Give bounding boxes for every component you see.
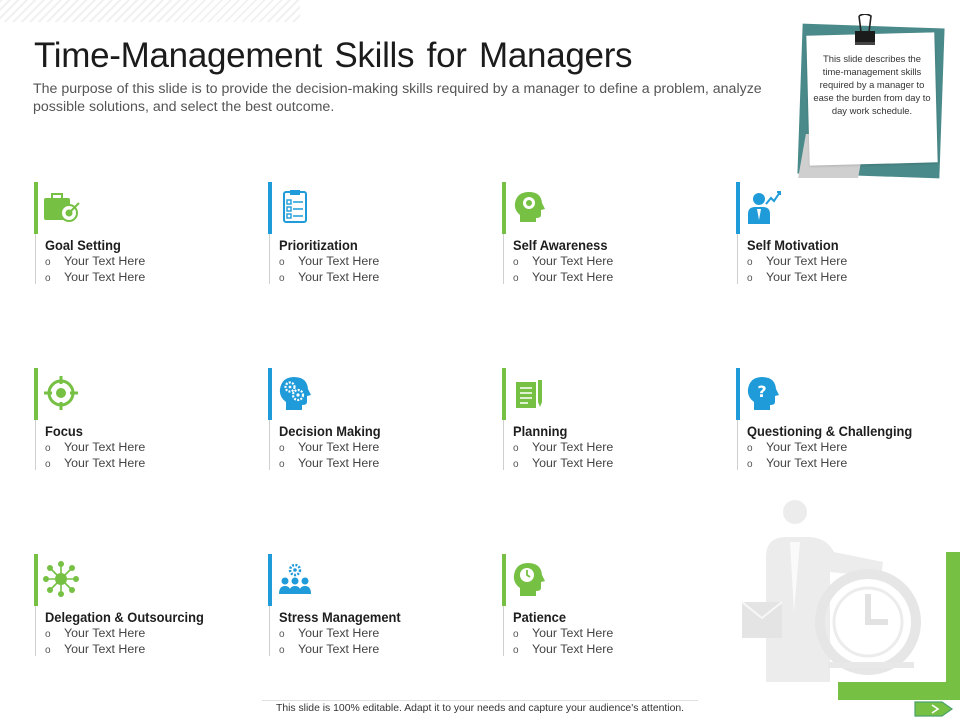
skill-card-stress-management: [268, 554, 478, 656]
footer-note: This slide is 100% editable. Adapt it to your needs and capture your audience's attention.: [275, 703, 685, 714]
svg-text:?: ?: [757, 382, 767, 401]
card-title: Prioritization: [279, 237, 358, 253]
list-item: o Your Text Here: [279, 254, 380, 268]
card-title: Stress Management: [279, 609, 401, 625]
accent-bar: [502, 182, 506, 234]
head-clock-icon: [510, 560, 548, 598]
list-item: o Your Text Here: [279, 456, 380, 470]
planning-document-icon: [510, 374, 548, 412]
card-bullet-list: [279, 254, 379, 286]
list-item: o Your Text Here: [747, 254, 848, 268]
list-item: o Your Text Here: [279, 270, 380, 284]
card-divider: [269, 420, 270, 470]
card-divider: [503, 606, 504, 656]
accent-bar: [736, 368, 740, 420]
skill-card-self-motivation: [736, 182, 946, 284]
card-title: Patience: [513, 609, 566, 625]
card-bullet-list: [45, 626, 145, 658]
card-title: Goal Setting: [45, 237, 121, 253]
card-title: Delegation & Outsourcing: [45, 609, 204, 625]
card-bullet-list: [513, 254, 613, 286]
list-item: o Your Text Here: [45, 642, 146, 656]
card-divider: [35, 234, 36, 284]
skill-card-decision-making: [268, 368, 478, 470]
team-gear-icon: [276, 560, 314, 598]
skill-card-self-awareness: [502, 182, 712, 284]
person-growth-icon: [744, 188, 782, 226]
crosshair-target-icon: [42, 374, 80, 412]
card-divider: [737, 234, 738, 284]
card-divider: [503, 234, 504, 284]
skill-card-questioning-challenging: [736, 368, 946, 470]
page-title: Time-Management Skills for Managers: [34, 36, 633, 75]
card-title: Questioning & Challenging: [747, 423, 913, 439]
list-item: o Your Text Here: [279, 626, 380, 640]
accent-bar: [502, 554, 506, 606]
head-question-icon: [744, 374, 782, 412]
list-item: o Your Text Here: [513, 456, 614, 470]
green-accent-strip-horizontal: [838, 682, 960, 700]
skill-card-goal-setting: [34, 182, 244, 284]
skill-card-planning: [502, 368, 712, 470]
card-divider: [35, 606, 36, 656]
list-item: o Your Text Here: [513, 642, 614, 656]
accent-bar: [268, 554, 272, 606]
list-item: o Your Text Here: [45, 270, 146, 284]
card-bullet-list: [279, 440, 379, 472]
briefcase-target-icon: [42, 188, 80, 226]
card-divider: [35, 420, 36, 470]
skill-card-prioritization: [268, 182, 478, 284]
binder-clip-icon: [852, 14, 878, 48]
page-subtitle: The purpose of this slide is to provide the decision-making skills required by a manager to define a problem, analyze possible solutions, and select the best outcome.: [33, 81, 762, 115]
list-item: o Your Text Here: [45, 626, 146, 640]
card-bullet-list: [279, 626, 379, 658]
accent-bar: [34, 554, 38, 606]
list-item: o Your Text Here: [513, 626, 614, 640]
list-item: o Your Text Here: [45, 254, 146, 268]
list-item: o Your Text Here: [513, 440, 614, 454]
card-title: Self Awareness: [513, 237, 608, 253]
accent-bar: [736, 182, 740, 234]
sticky-note: [798, 14, 948, 174]
card-title: Planning: [513, 423, 568, 439]
accent-bar: [502, 368, 506, 420]
businessman-clock-illustration: [738, 492, 938, 682]
accent-bar: [268, 368, 272, 420]
accent-bar: [34, 182, 38, 234]
list-item: o Your Text Here: [747, 456, 848, 470]
corner-hatch-decoration: [0, 0, 300, 22]
green-accent-strip-vertical: [946, 552, 960, 700]
list-item: o Your Text Here: [279, 642, 380, 656]
card-title: Self Motivation: [747, 237, 839, 253]
accent-bar: [268, 182, 272, 234]
card-title: Focus: [45, 423, 83, 439]
card-bullet-list: [513, 440, 613, 472]
card-divider: [269, 234, 270, 284]
skill-card-focus: [34, 368, 244, 470]
list-item: o Your Text Here: [747, 440, 848, 454]
list-item: o Your Text Here: [279, 440, 380, 454]
card-divider: [269, 606, 270, 656]
list-item: o Your Text Here: [45, 440, 146, 454]
head-gears-icon: [276, 374, 314, 412]
note-text: This slide describes the time-management skills required by a manager to ease the burden from day to day work schedule.: [813, 53, 931, 116]
card-bullet-list: [747, 254, 847, 286]
card-title: Decision Making: [279, 423, 381, 439]
list-item: o Your Text Here: [747, 270, 848, 284]
card-divider: [737, 420, 738, 470]
list-item: o Your Text Here: [513, 254, 614, 268]
head-thought-icon: [510, 188, 548, 226]
card-bullet-list: [513, 626, 613, 658]
card-bullet-list: [45, 254, 145, 286]
skill-card-delegation-outsourcing: [34, 554, 244, 656]
list-item: o Your Text Here: [45, 456, 146, 470]
card-bullet-list: [747, 440, 847, 472]
next-arrow-icon[interactable]: [914, 700, 954, 718]
list-item: o Your Text Here: [513, 270, 614, 284]
card-divider: [503, 420, 504, 470]
card-bullet-list: [45, 440, 145, 472]
accent-bar: [34, 368, 38, 420]
delegation-network-icon: [42, 560, 80, 598]
footer-divider: [262, 700, 698, 701]
checklist-icon: [276, 188, 314, 226]
skill-card-patience: [502, 554, 712, 656]
